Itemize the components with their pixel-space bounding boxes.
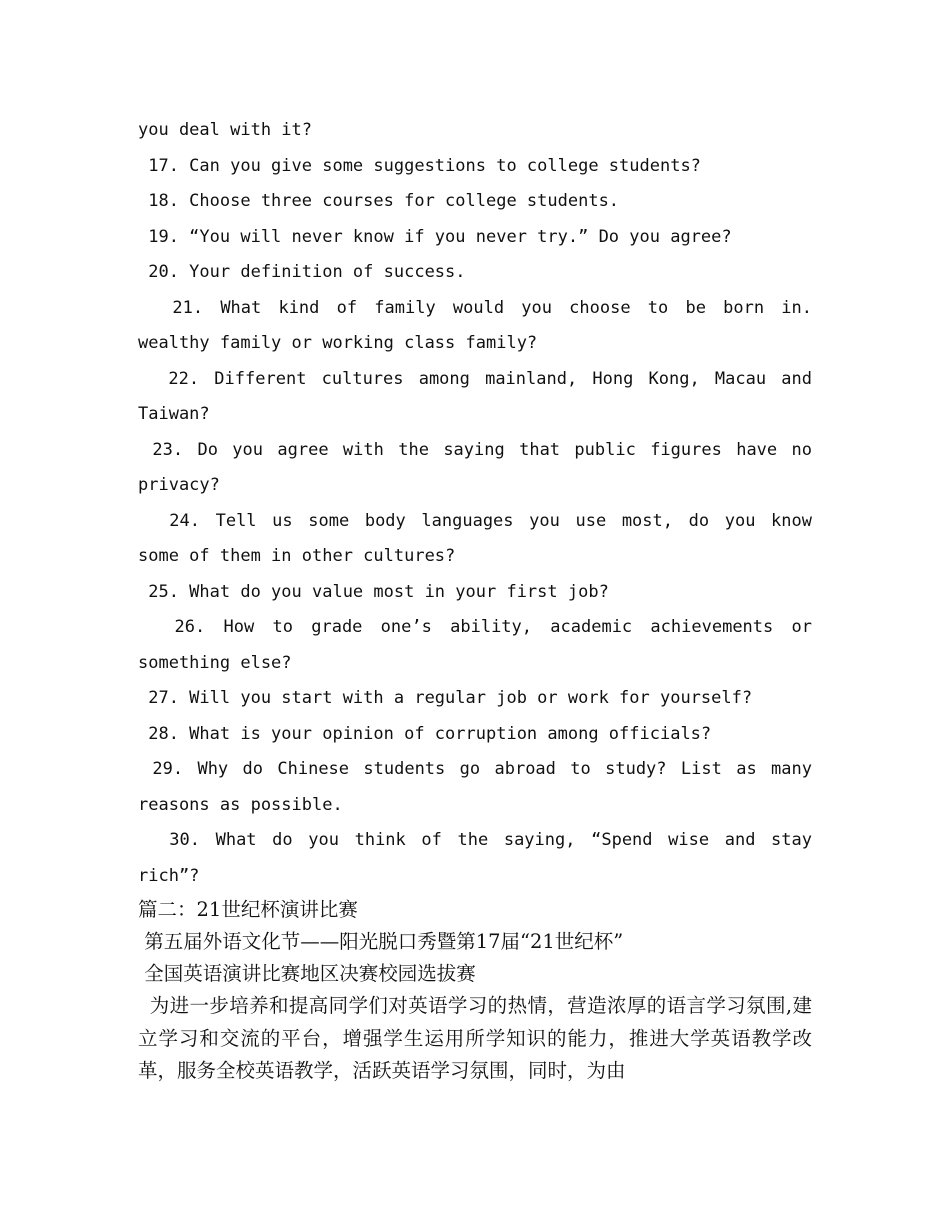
- question-24: 24. Tell us some body languages you use most, do you know: [138, 510, 812, 531]
- question-26-cont: something else?: [138, 652, 292, 673]
- event-title-line-2: 全国英语演讲比赛地区决赛校园选拔赛: [138, 962, 476, 985]
- question-21: 21. What kind of family would you choose to be born in.: [138, 297, 812, 318]
- question-18: 18. Choose three courses for college students.: [138, 191, 620, 211]
- question-23-cont: privacy?: [138, 475, 220, 495]
- question-19: 19. “You will never know if you never try.” Do you agree?: [138, 226, 732, 247]
- question-30-cont: rich”?: [138, 865, 200, 886]
- question-28: 28. What is your opinion of corruption among officials?: [138, 723, 712, 744]
- document-body: [138, 113, 812, 1088]
- question-17: 17. Can you give some suggestions to college students?: [138, 155, 701, 176]
- question-27: 27. Will you start with a regular job or work for yourself?: [138, 688, 753, 708]
- question-24-cont: some of them in other cultures?: [138, 546, 456, 566]
- text-line: you deal with it?: [138, 120, 312, 140]
- intro-paragraph: 为进一步培养和提高同学们对英语学习的热情，营造浓厚的语言学习氛围,建立学习和交流的平台，增强学生运用所学知识的能力，推进大学英语教学改革，服务全校英语教学，活跃英语学习氛围，同时，为由: [138, 994, 812, 1082]
- question-20: 20. Your definition of success.: [138, 262, 466, 282]
- question-list: [138, 113, 812, 894]
- question-23: 23. Do you agree with the saying that public figures have no: [138, 439, 812, 460]
- section-heading: 篇二：21世纪杯演讲比赛: [138, 898, 358, 921]
- question-29-cont: reasons as possible.: [138, 794, 343, 815]
- question-22-cont: Taiwan?: [138, 404, 210, 424]
- question-30: 30. What do you think of the saying, “Spend wise and stay: [138, 830, 812, 850]
- question-21-cont: wealthy family or working class family?: [138, 333, 538, 353]
- question-22: 22. Different cultures among mainland, Hong Kong, Macau and: [138, 368, 812, 389]
- question-26: 26. How to grade one’s ability, academic achievements or: [138, 617, 812, 637]
- event-title-line-1: 第五届外语文化节——阳光脱口秀暨第17届“21世纪杯”: [138, 930, 624, 953]
- question-25: 25. What do you value most in your first job?: [138, 581, 609, 602]
- question-29: 29. Why do Chinese students go abroad to study? List as many: [138, 759, 812, 779]
